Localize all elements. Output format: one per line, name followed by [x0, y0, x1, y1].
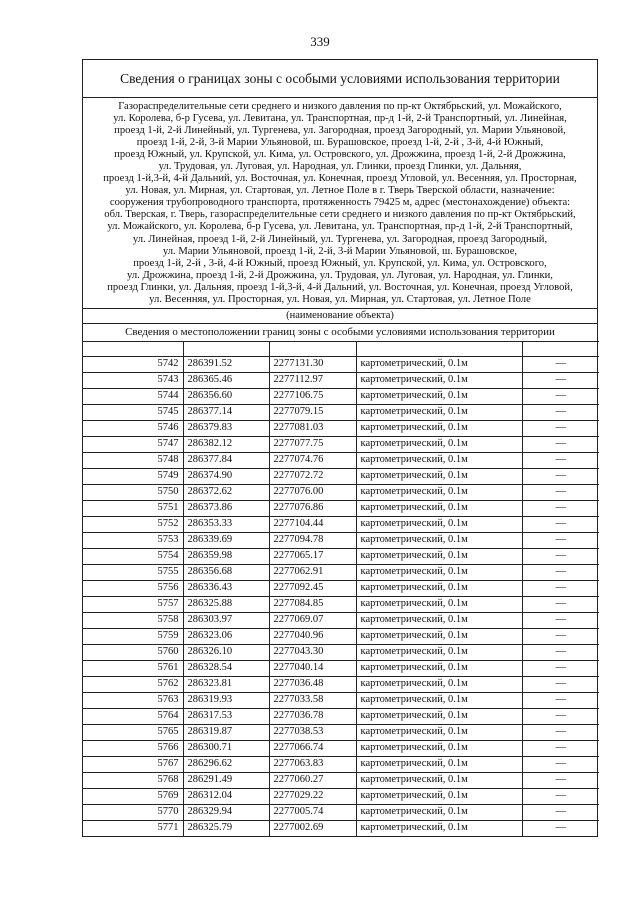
coordinate-x: 286372.62 [183, 484, 269, 500]
determination-method: картометрический, 0.1м [356, 692, 522, 708]
table-row [83, 772, 599, 788]
accuracy-dash: — [522, 580, 599, 596]
determination-method: картометрический, 0.1м [356, 820, 522, 836]
table-header-spacer [83, 341, 599, 356]
accuracy-dash: — [522, 420, 599, 436]
determination-method: картометрический, 0.1м [356, 452, 522, 468]
description-line: ул. Можайского, ул. Королева, б-р Гусева, ул. Левитана, ул. Транспортная, пр-д 1-й, 2-й Транспортный, [107, 221, 573, 233]
coordinate-x: 286377.14 [183, 404, 269, 420]
coordinate-x: 286312.04 [183, 788, 269, 804]
coordinate-x: 286377.84 [183, 452, 269, 468]
coordinate-x: 286291.49 [183, 772, 269, 788]
coordinate-x: 286356.60 [183, 388, 269, 404]
accuracy-dash: — [522, 644, 599, 660]
point-number: 5765 [83, 724, 183, 740]
coordinate-y: 2277038.53 [269, 724, 356, 740]
point-number: 5762 [83, 676, 183, 692]
coordinate-y: 2277112.97 [269, 372, 356, 388]
coordinate-y: 2277079.15 [269, 404, 356, 420]
determination-method: картометрический, 0.1м [356, 772, 522, 788]
table-row [83, 468, 599, 484]
description-line: проезд Глинки, ул. Дальняя, проезд 1-й,3-й, 4-й Дальний, ул. Восточная, ул. Конечная, проезд Угловой, [107, 281, 573, 293]
coordinate-y: 2277040.96 [269, 628, 356, 644]
coordinate-x: 286317.53 [183, 708, 269, 724]
determination-method: картометрический, 0.1м [356, 596, 522, 612]
table-row [83, 420, 599, 436]
point-number: 5746 [83, 420, 183, 436]
coordinate-x: 286323.81 [183, 676, 269, 692]
point-number: 5767 [83, 756, 183, 772]
point-number: 5769 [83, 788, 183, 804]
table-row [83, 628, 599, 644]
determination-method: картометрический, 0.1м [356, 756, 522, 772]
coordinate-x: 286365.46 [183, 372, 269, 388]
point-number: 5761 [83, 660, 183, 676]
coordinate-x: 286329.94 [183, 804, 269, 820]
point-number: 5757 [83, 596, 183, 612]
coordinate-y: 2277029.22 [269, 788, 356, 804]
coordinate-x: 286356.68 [183, 564, 269, 580]
coordinate-x: 286339.69 [183, 532, 269, 548]
table-row [83, 708, 599, 724]
determination-method: картометрический, 0.1м [356, 420, 522, 436]
accuracy-dash: — [522, 468, 599, 484]
coordinate-y: 2277005.74 [269, 804, 356, 820]
coordinate-y: 2277065.17 [269, 548, 356, 564]
coordinate-y: 2277043.30 [269, 644, 356, 660]
point-number: 5768 [83, 772, 183, 788]
point-number: 5749 [83, 468, 183, 484]
coordinate-y: 2277060.27 [269, 772, 356, 788]
table-row [83, 788, 599, 804]
table-row [83, 804, 599, 820]
coordinate-y: 2277062.91 [269, 564, 356, 580]
coordinate-y: 2277063.83 [269, 756, 356, 772]
description-line: ул. Линейная, проезд 1-й, 2-й Линейный, ул. Тургенева, ул. Загородная, проезд Загородный, [132, 233, 548, 245]
determination-method: картометрический, 0.1м [356, 740, 522, 756]
accuracy-dash: — [522, 404, 599, 420]
document-title: Сведения о границах зоны с особыми условиями использования территории [83, 60, 597, 98]
description-line: ул. Королева, б-р Гусева, ул. Левитана, ул. Транспортная, пр-д 1-й, 2-й Транспортный, ул. Линейная, [113, 113, 567, 125]
table-row [83, 660, 599, 676]
coordinate-y: 2277076.00 [269, 484, 356, 500]
accuracy-dash: — [522, 436, 599, 452]
determination-method: картометрический, 0.1м [356, 532, 522, 548]
table-row [83, 612, 599, 628]
accuracy-dash: — [522, 628, 599, 644]
determination-method: картометрический, 0.1м [356, 564, 522, 580]
table-row [83, 724, 599, 740]
point-number: 5771 [83, 820, 183, 836]
accuracy-dash: — [522, 612, 599, 628]
table-row [83, 388, 599, 404]
table-row [83, 500, 599, 516]
coordinate-y: 2277072.72 [269, 468, 356, 484]
coordinate-y: 2277069.07 [269, 612, 356, 628]
description-line: ул. Новая, ул. Мирная, ул. Стартовая, ул. Летное Поле в г. Тверь Тверской области, назначение: [125, 185, 555, 197]
coordinate-y: 2277076.86 [269, 500, 356, 516]
page-number: 339 [310, 34, 330, 49]
table-row [83, 820, 599, 836]
point-number: 5750 [83, 484, 183, 500]
determination-method: картометрический, 0.1м [356, 356, 522, 372]
coordinate-x: 286325.79 [183, 820, 269, 836]
accuracy-dash: — [522, 692, 599, 708]
table-row [83, 692, 599, 708]
determination-method: картометрический, 0.1м [356, 404, 522, 420]
coordinate-x: 286359.98 [183, 548, 269, 564]
table-row [83, 644, 599, 660]
point-number: 5742 [83, 356, 183, 372]
determination-method: картометрический, 0.1м [356, 580, 522, 596]
point-number: 5758 [83, 612, 183, 628]
accuracy-dash: — [522, 548, 599, 564]
determination-method: картометрический, 0.1м [356, 388, 522, 404]
determination-method: картометрический, 0.1м [356, 644, 522, 660]
description-line: обл. Тверская, г. Тверь, газораспределительные сети среднего и низкого давления по пр-кт Октябрьский, [104, 209, 576, 221]
determination-method: картометрический, 0.1м [356, 628, 522, 644]
determination-method: картометрический, 0.1м [356, 484, 522, 500]
accuracy-dash: — [522, 676, 599, 692]
zone-boundaries-sheet [82, 59, 598, 837]
determination-method: картометрический, 0.1м [356, 724, 522, 740]
point-number: 5753 [83, 532, 183, 548]
accuracy-dash: — [522, 804, 599, 820]
coordinate-x: 286323.06 [183, 628, 269, 644]
coordinate-y: 2277074.76 [269, 452, 356, 468]
coordinate-y: 2277040.14 [269, 660, 356, 676]
accuracy-dash: — [522, 708, 599, 724]
point-number: 5754 [83, 548, 183, 564]
determination-method: картометрический, 0.1м [356, 612, 522, 628]
accuracy-dash: — [522, 452, 599, 468]
coordinates-table [83, 341, 599, 836]
coordinate-y: 2277033.58 [269, 692, 356, 708]
coordinate-y: 2277036.78 [269, 708, 356, 724]
description-line: ул. Трудовая, ул. Луговая, ул. Народная, ул. Глинки, проезд Глинки, ул. Дальняя, [158, 161, 522, 173]
point-number: 5755 [83, 564, 183, 580]
accuracy-dash: — [522, 788, 599, 804]
description-line: ул. Дрожжина, проезд 1-й, 2-й Дрожжина, ул. Трудовая, ул. Луговая, ул. Народная, ул. Глинки, [127, 269, 553, 281]
description-line: ул. Весенняя, ул. Просторная, ул. Новая, ул. Мирная, ул. Стартовая, ул. Летное Поле [149, 293, 531, 305]
description-line: Газораспределительные сети среднего и низкого давления по пр-кт Октябрьский, ул. Можайского, [118, 101, 562, 112]
coordinate-y: 2277066.74 [269, 740, 356, 756]
table-row [83, 436, 599, 452]
coordinate-x: 286319.87 [183, 724, 269, 740]
object-description [83, 98, 597, 309]
table-row [83, 564, 599, 580]
determination-method: картометрический, 0.1м [356, 660, 522, 676]
determination-method: картометрический, 0.1м [356, 436, 522, 452]
point-number: 5748 [83, 452, 183, 468]
determination-method: картометрический, 0.1м [356, 788, 522, 804]
table-row [83, 452, 599, 468]
accuracy-dash: — [522, 532, 599, 548]
coordinate-x: 286296.62 [183, 756, 269, 772]
accuracy-dash: — [522, 596, 599, 612]
coordinate-x: 286353.33 [183, 516, 269, 532]
coordinate-y: 2277094.78 [269, 532, 356, 548]
coordinate-x: 286328.54 [183, 660, 269, 676]
point-number: 5751 [83, 500, 183, 516]
coordinate-x: 286391.52 [183, 356, 269, 372]
accuracy-dash: — [522, 484, 599, 500]
table-row [83, 756, 599, 772]
point-number: 5744 [83, 388, 183, 404]
coordinate-x: 286300.71 [183, 740, 269, 756]
accuracy-dash: — [522, 772, 599, 788]
point-number: 5770 [83, 804, 183, 820]
coordinate-y: 2277084.85 [269, 596, 356, 612]
accuracy-dash: — [522, 740, 599, 756]
accuracy-dash: — [522, 564, 599, 580]
coordinate-y: 2277104.44 [269, 516, 356, 532]
determination-method: картометрический, 0.1м [356, 708, 522, 724]
table-row [83, 516, 599, 532]
determination-method: картометрический, 0.1м [356, 500, 522, 516]
description-line: проезд 1-й, 2-й , 3-й, 4-й Южный, проезд Южный, ул. Крупской, ул. Кима, ул. Островского, [133, 257, 547, 269]
description-line: проезд Южный, ул. Крупской, ул. Кима, ул. Островского, ул. Дрожжина, проезд 1-й, 2-й Дрожжина, [114, 149, 566, 161]
point-number: 5747 [83, 436, 183, 452]
point-number: 5759 [83, 628, 183, 644]
coordinate-x: 286325.88 [183, 596, 269, 612]
point-number: 5763 [83, 692, 183, 708]
table-row [83, 548, 599, 564]
determination-method: картометрический, 0.1м [356, 468, 522, 484]
point-number: 5766 [83, 740, 183, 756]
accuracy-dash: — [522, 516, 599, 532]
point-number: 5743 [83, 372, 183, 388]
coordinate-y: 2277106.75 [269, 388, 356, 404]
table-row [83, 372, 599, 388]
description-line: сооружения трубопроводного транспорта, протяженность 79425 м, адрес (местонахождение) объекта: [109, 197, 571, 209]
description-line: проезд 1-й,3-й, 4-й Дальний, ул. Восточная, ул. Конечная, проезд Угловой, ул. Весенняя, ул. Просторная, [103, 173, 577, 185]
table-row [83, 676, 599, 692]
accuracy-dash: — [522, 500, 599, 516]
table-row [83, 740, 599, 756]
coordinate-x: 286319.93 [183, 692, 269, 708]
accuracy-dash: — [522, 724, 599, 740]
coordinate-y: 2277131.30 [269, 356, 356, 372]
point-number: 5756 [83, 580, 183, 596]
accuracy-dash: — [522, 820, 599, 836]
coordinate-y: 2277036.48 [269, 676, 356, 692]
table-row [83, 580, 599, 596]
coordinate-x: 286374.90 [183, 468, 269, 484]
object-name-caption: (наименование объекта) [83, 309, 597, 324]
table-row [83, 484, 599, 500]
accuracy-dash: — [522, 372, 599, 388]
table-row [83, 596, 599, 612]
description-line: проезд 1-й, 2-й, 3-й Марии Ульяновой, ш. Бурашовское, проезд 1-й, 2-й , 3-й, 4-й Южный, [136, 137, 544, 149]
determination-method: картометрический, 0.1м [356, 676, 522, 692]
point-number: 5764 [83, 708, 183, 724]
accuracy-dash: — [522, 660, 599, 676]
coordinate-x: 286379.83 [183, 420, 269, 436]
accuracy-dash: — [522, 356, 599, 372]
coordinate-x: 286303.97 [183, 612, 269, 628]
coordinate-x: 286382.12 [183, 436, 269, 452]
table-row [83, 532, 599, 548]
description-line: ул. Марии Ульяновой, проезд 1-й, 2-й, 3-й Марии Ульяновой, ш. Бурашовское, [162, 245, 518, 257]
accuracy-dash: — [522, 756, 599, 772]
determination-method: картометрический, 0.1м [356, 548, 522, 564]
coordinate-y: 2277081.03 [269, 420, 356, 436]
point-number: 5745 [83, 404, 183, 420]
accuracy-dash: — [522, 388, 599, 404]
determination-method: картометрический, 0.1м [356, 804, 522, 820]
coordinate-y: 2277092.45 [269, 580, 356, 596]
table-row [83, 404, 599, 420]
point-number: 5752 [83, 516, 183, 532]
coordinate-y: 2277077.75 [269, 436, 356, 452]
coordinate-x: 286336.43 [183, 580, 269, 596]
description-line: проезд 1-й, 2-й Линейный, ул. Тургенева, ул. Загородная, проезд Загородный, ул. Марии Ульяновой, [114, 125, 566, 137]
table-row [83, 356, 599, 372]
determination-method: картометрический, 0.1м [356, 516, 522, 532]
point-number: 5760 [83, 644, 183, 660]
coordinate-x: 286326.10 [183, 644, 269, 660]
coordinate-y: 2277002.69 [269, 820, 356, 836]
determination-method: картометрический, 0.1м [356, 372, 522, 388]
location-caption: Сведения о местоположении границ зоны с особыми условиями использования территории [125, 325, 555, 338]
coordinate-x: 286373.86 [183, 500, 269, 516]
